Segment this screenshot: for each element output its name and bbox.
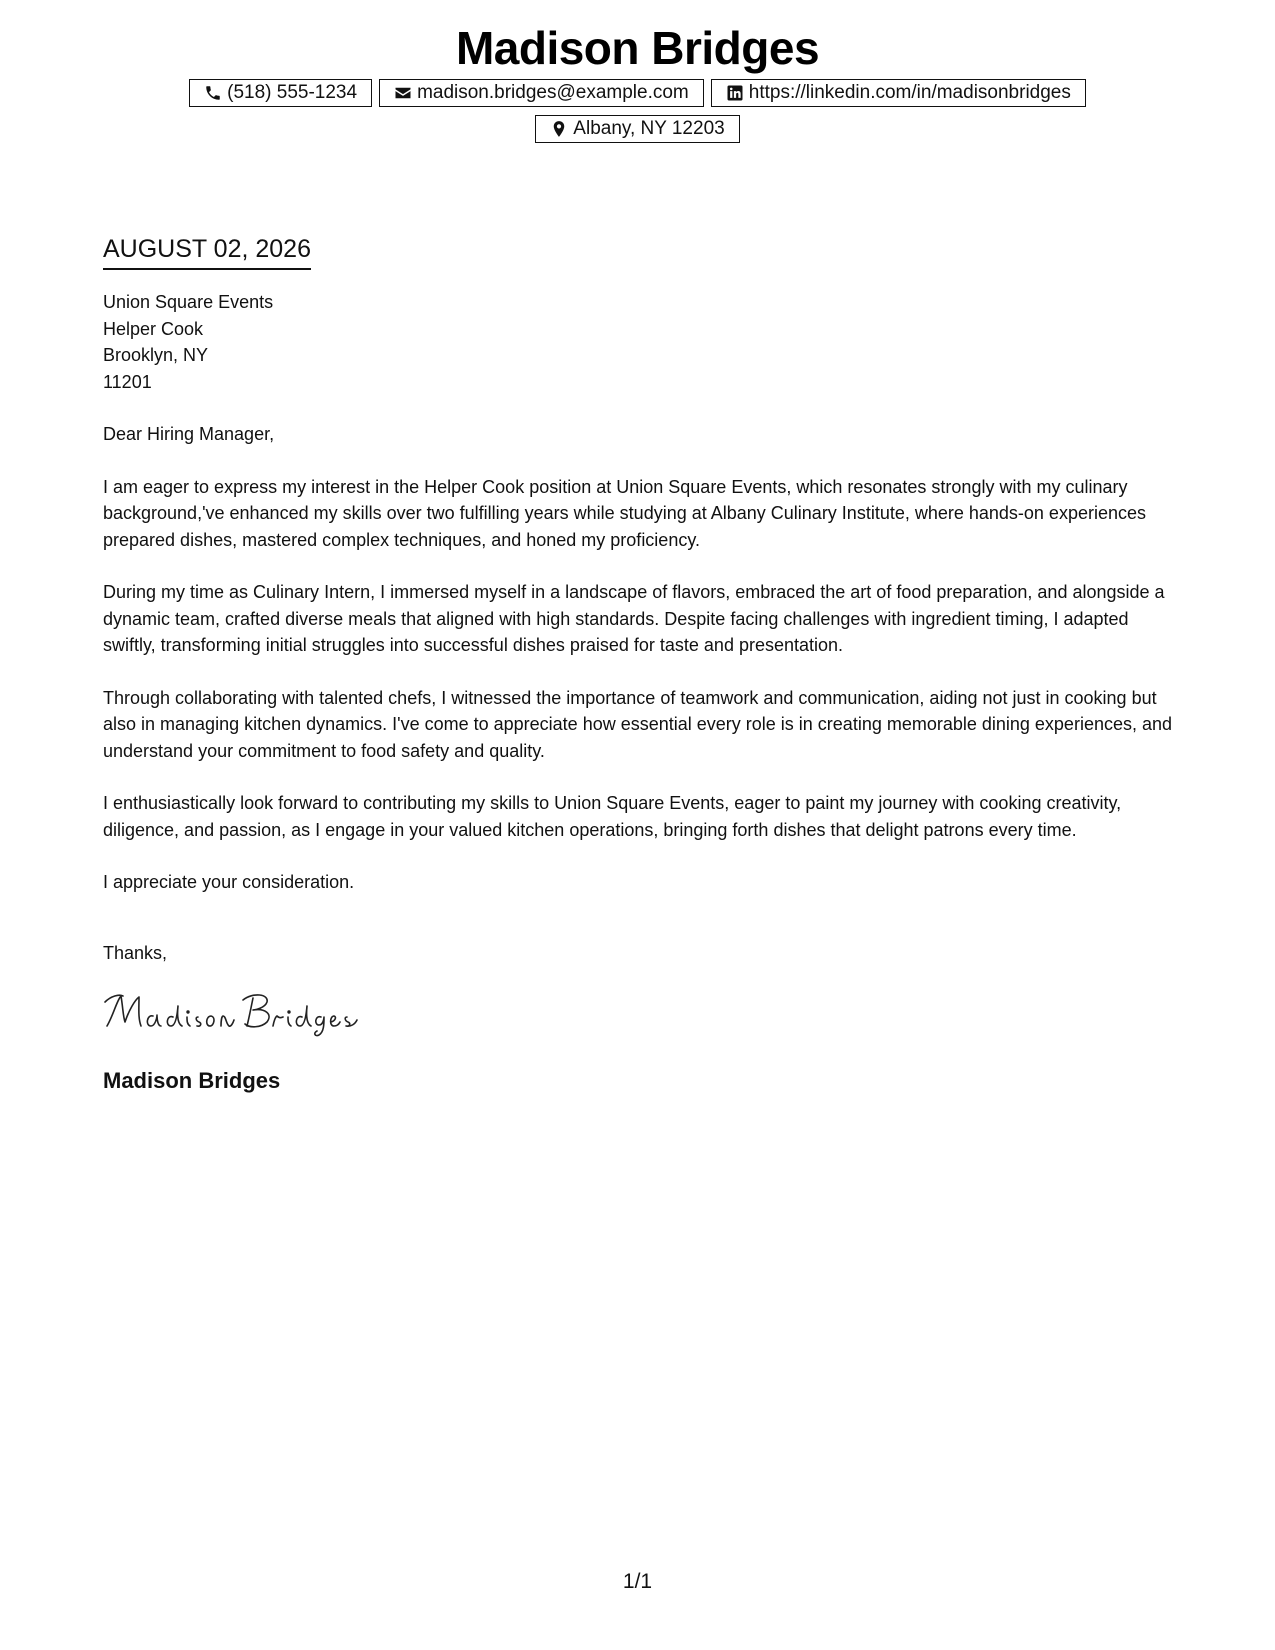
contact-info <box>178 79 1098 151</box>
salutation: Dear Hiring Manager, <box>103 424 275 444</box>
linkedin-icon <box>726 84 744 102</box>
body-paragraph: I am eager to express my interest in the Helper Cook position at Union Square Events, which resonates strongly with my culinary background,'ve enhanced my skills over two fulfilling years while studying at Albany Culinary Institute, where hands-on experiences prepared dishes, mastered complex techniques, and honed my proficiency. <box>103 476 1146 550</box>
linkedin-text: https://linkedin.com/in/madisonbridges <box>748 82 1071 103</box>
envelope-icon <box>394 84 412 102</box>
signer-name: Madison Bridges <box>103 1068 281 1093</box>
location-text: Albany, NY 12203 <box>573 118 725 139</box>
recipient-zip: 11201 <box>103 371 152 392</box>
phone-text: (518) 555-1234 <box>227 82 358 103</box>
body-paragraph: I enthusiastically look forward to contributing my skills to Union Square Events, eager to paint my journey with cooking creativity, diligence, and passion, as I engage in your valued kitchen operations, bringing forth dishes that delight patrons every time. <box>103 793 1122 840</box>
map-marker-icon <box>550 120 568 138</box>
phone-contact[interactable] <box>189 79 372 107</box>
recipient-position: Helper Cook <box>103 318 204 339</box>
linkedin-contact[interactable] <box>711 79 1086 107</box>
page-indicator: 1/1 <box>622 1570 653 1593</box>
handwritten-signature <box>103 986 373 1038</box>
location-contact <box>535 115 739 143</box>
body-paragraph: During my time as Culinary Intern, I immersed myself in a landscape of flavors, embraced the art of food preparation, and alongside a dynamic team, crafted diverse meals that aligned with high standards. Despite facing challenges with ingredient timing, I adapted swiftly, transforming initial struggles into successful dishes praised for taste and presentation. <box>103 582 1165 655</box>
recipient-block <box>103 289 1178 395</box>
letter-header <box>0 20 1275 151</box>
recipient-company: Union Square Events <box>103 292 274 312</box>
letter-body <box>103 232 1178 1096</box>
applicant-name: Madison Bridges <box>455 22 820 74</box>
email-text: madison.bridges@example.com <box>417 82 689 103</box>
letter-date: AUGUST 02, 2026 <box>103 232 311 270</box>
closing: Thanks, <box>103 942 168 963</box>
phone-icon <box>204 84 222 102</box>
recipient-city-state: Brooklyn, NY <box>103 345 209 365</box>
email-contact[interactable] <box>379 79 704 107</box>
body-paragraph: I appreciate your consideration. <box>103 872 355 892</box>
body-paragraph: Through collaborating with talented chefs, I witnessed the importance of teamwork and communication, aiding not just in cooking but also in managing kitchen dynamics. I've come to appreciate how essential every role is in creating memorable dining experiences, and understand your commitment to food safety and quality. <box>103 687 1173 761</box>
